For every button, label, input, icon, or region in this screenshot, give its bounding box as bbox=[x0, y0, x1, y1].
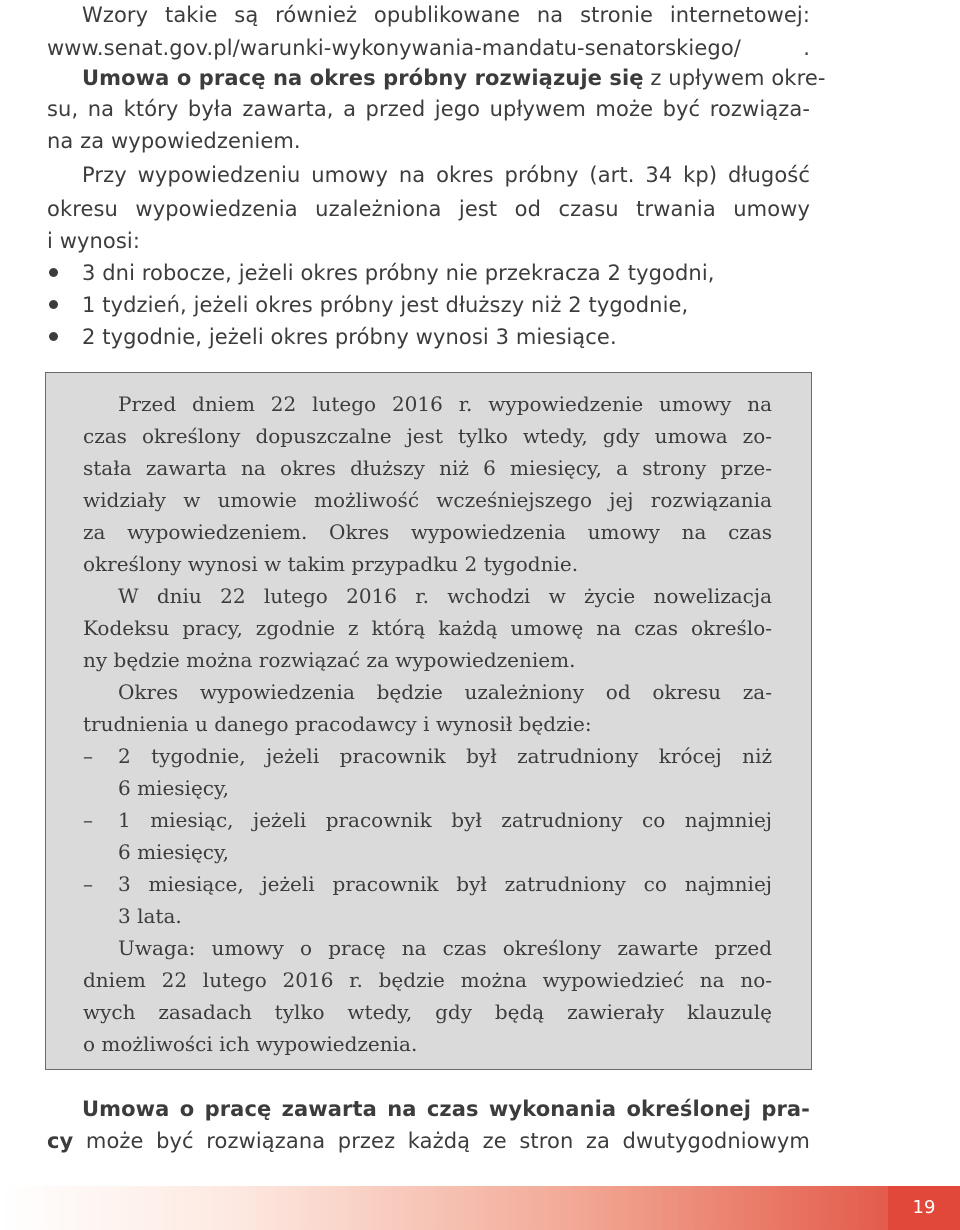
probation-line-2: su, na który była zawarta, a przed jego upływem może być rozwiąza- bbox=[47, 97, 810, 121]
specific-task-bold-tail: cy bbox=[47, 1129, 74, 1153]
bullet-dot bbox=[49, 268, 58, 277]
dash-item-1-line-1: 2 tygodnie, jeżeli pracownik był zatrudniony krócej niż bbox=[118, 744, 772, 768]
dash-marker: – bbox=[83, 872, 93, 896]
dash-item-2-line-2: 6 miesięcy, bbox=[118, 840, 229, 864]
bullet-item-3: 2 tygodnie, jeżeli okres próbny wynosi 3 miesiące. bbox=[82, 325, 617, 349]
specific-task-line-2 bbox=[47, 1126, 810, 1156]
note-line-4: o możliwości ich wypowiedzenia. bbox=[83, 1032, 418, 1056]
dash-marker: – bbox=[83, 744, 93, 768]
box-line-11: trudnienia u danego pracodawcy i wynosił będzie: bbox=[83, 712, 592, 736]
box-line-8: Kodeksu pracy, zgodnie z którą każdą umowę na czas określo- bbox=[83, 616, 772, 640]
box-line-5: za wypowiedzeniem. Okres wypowiedzenia umowy na czas bbox=[83, 520, 772, 544]
note-line-1: Uwaga: umowy o pracę na czas określony zawarte przed bbox=[118, 936, 772, 960]
probation-line-3: na za wypowiedzeniem. bbox=[47, 129, 301, 153]
box-line-7: W dniu 22 lutego 2016 r. wchodzi w życie nowelizacja bbox=[118, 584, 772, 608]
senate-url-text: www.senat.gov.pl/warunki-wykonywania-mandatu-senatorskiego/ . bbox=[47, 36, 810, 60]
probation-line-6: i wynosi: bbox=[47, 229, 141, 253]
specific-task-heading: Umowa o pracę zawarta na czas wykonania określonej pra- bbox=[82, 1097, 810, 1121]
dash-item-3-line-1: 3 miesiące, jeżeli pracownik był zatrudniony co najmniej bbox=[118, 872, 772, 896]
dash-item-3-line-2: 3 lata. bbox=[118, 904, 182, 928]
bullet-dot bbox=[49, 300, 58, 309]
bullet-dot bbox=[49, 332, 58, 341]
probation-line-4: Przy wypowiedzeniu umowy na okres próbny (art. 34 kp) długość bbox=[82, 163, 810, 187]
info-box bbox=[45, 372, 812, 1070]
box-line-10: Okres wypowiedzenia będzie uzależniony od okresu za- bbox=[118, 680, 772, 704]
bullet-item-2: 1 tydzień, jeżeli okres próbny jest dłuższy niż 2 tygodnie, bbox=[82, 293, 689, 317]
probation-heading-bold: Umowa o pracę na okres próbny rozwiązuje się bbox=[82, 66, 644, 90]
note-line-3: wych zasadach tylko wtedy, gdy będą zawierały klauzulę bbox=[83, 1000, 772, 1024]
box-line-9: ny będzie można rozwiązać za wypowiedzeniem. bbox=[83, 648, 576, 672]
box-line-6: określony wynosi w takim przypadku 2 tygodnie. bbox=[83, 552, 579, 576]
page-number: 19 bbox=[888, 1186, 960, 1230]
dash-item-1-line-2: 6 miesięcy, bbox=[118, 776, 229, 800]
specific-task-line-2-rest: może być rozwiązana przez każdą ze stron za dwutygodniowym bbox=[73, 1129, 810, 1153]
box-line-4: widziały w umowie możliwość wcześniejszego jej rozwiązania bbox=[83, 488, 772, 512]
box-line-1: Przed dniem 22 lutego 2016 r. wypowiedzenie umowy na bbox=[118, 392, 772, 416]
box-line-2: czas określony dopuszczalne jest tylko wtedy, gdy umowa zo- bbox=[83, 424, 772, 448]
note-line-2: dniem 22 lutego 2016 r. będzie można wypowiedzieć na no- bbox=[83, 968, 772, 992]
box-line-3: stała zawarta na okres dłuższy niż 6 miesięcy, a strony prze- bbox=[83, 456, 772, 480]
dash-item-2-line-1: 1 miesiąc, jeżeli pracownik był zatrudniony co najmniej bbox=[118, 808, 772, 832]
probation-line-5: okresu wypowiedzenia uzależniona jest od czasu trwania umowy bbox=[47, 197, 810, 221]
footer-gradient-bar bbox=[0, 1186, 960, 1230]
probation-line-1 bbox=[82, 63, 826, 93]
intro-line-1: Wzory takie są również opublikowane na stronie internetowej: bbox=[82, 3, 810, 27]
probation-line-1-rest: z upływem okre- bbox=[643, 66, 826, 90]
dash-marker: – bbox=[83, 808, 93, 832]
bullet-item-1: 3 dni robocze, jeżeli okres próbny nie przekracza 2 tygodni, bbox=[82, 261, 715, 285]
